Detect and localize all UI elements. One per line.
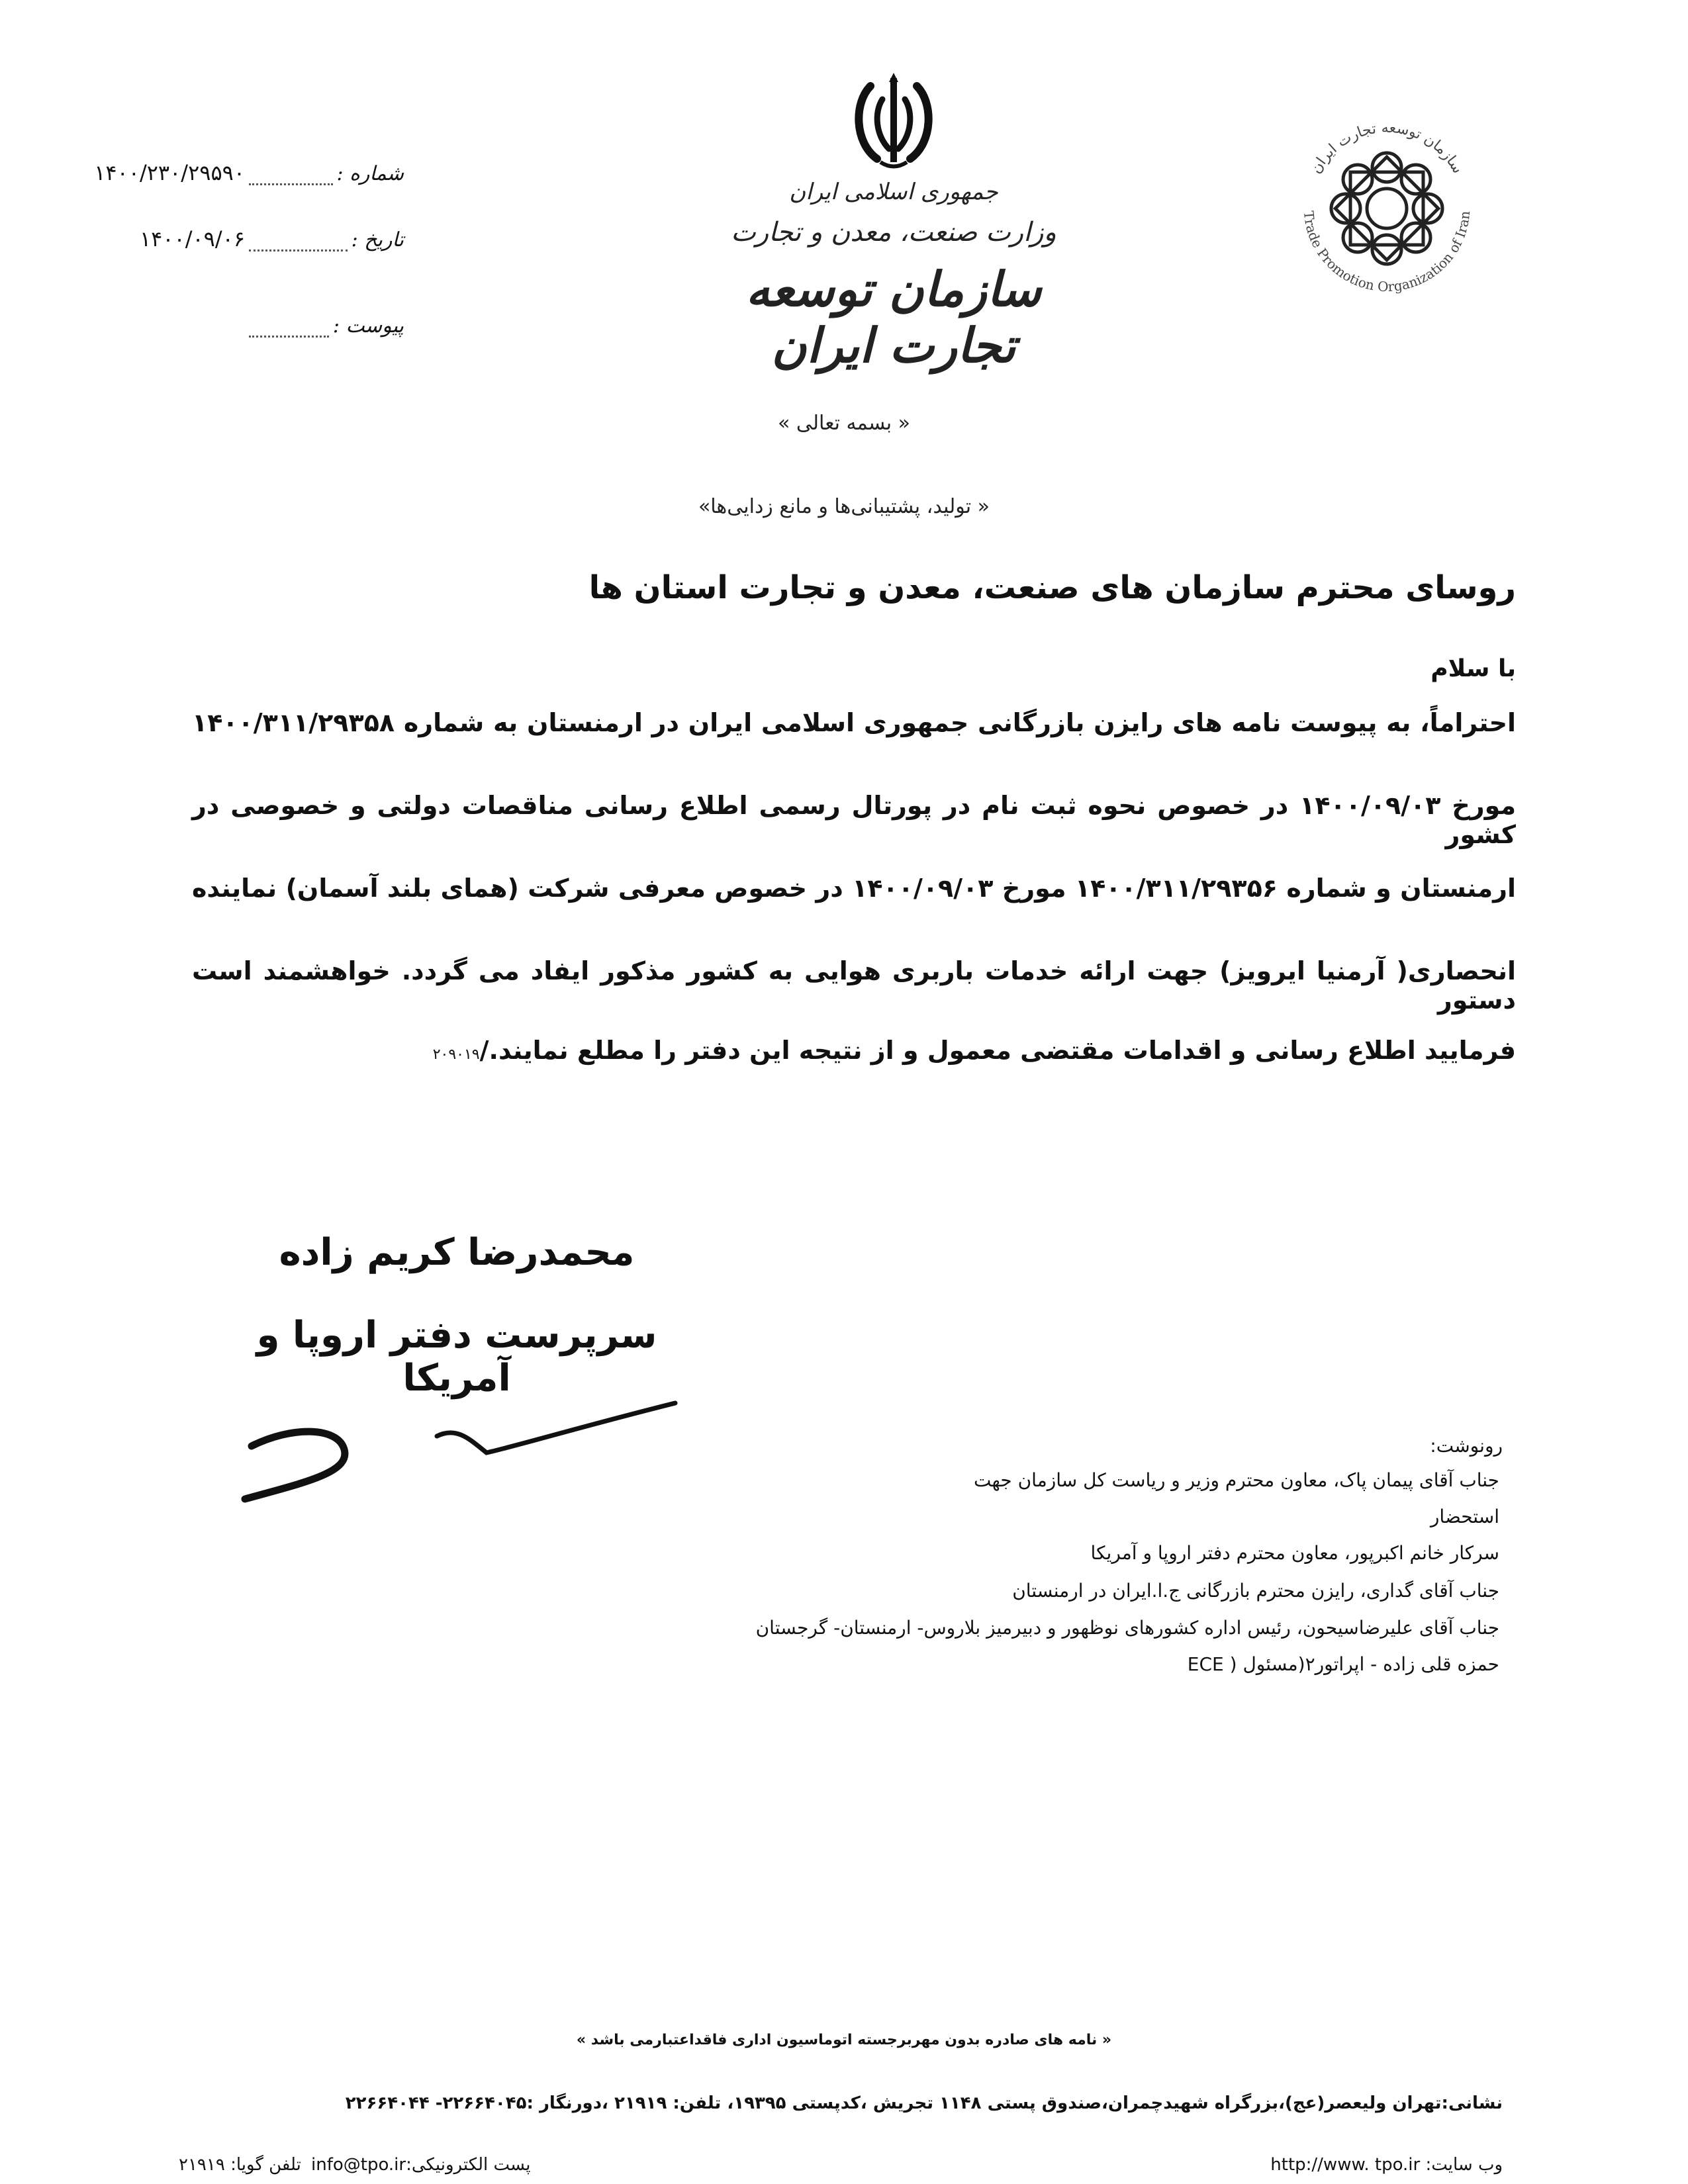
dotted-line — [249, 232, 348, 251]
cc-item: جناب آقای پیمان پاک، معاون محترم وزیر و ریاست کل سازمان جهت — [974, 1469, 1499, 1491]
footer-website: وب سایت: http://www. tpo.ir — [1270, 2155, 1503, 2175]
body-line-2: مورخ ۱۴۰۰/۰۹/۰۳ در خصوص نحوه ثبت نام در پورتال رسمی اطلاع رسانی مناقصات دولتی و خصوصی در کشور — [192, 791, 1517, 849]
letter-date-row — [46, 225, 404, 251]
footer-email: پست الکترونیکی:info@tpo.ir — [311, 2155, 531, 2175]
footer-address: نشانی:تهران ولیعصر(عج)،بزرگراه شهیدچمران،صندوق پستی ۱۱۴۸ تجریش ،کدپستی ۱۹۳۹۵، تلفن: ۲۱۹۱۹ ،دورنگار :۲۲۶۶۴۰۴۵- ۲۲۶۶۴۰۴۴ — [345, 2093, 1503, 2113]
cc-heading: رونوشت: — [1430, 1435, 1503, 1457]
cc-item: جناب آقای علیرضاسیحون، رئیس اداره کشورهای نوظهور و دبیرمیز بلاروس- ارمنستان- گرجستان — [755, 1617, 1499, 1639]
svg-text:Trade Promotion Organization o: Trade Promotion Organization of Iran — [1300, 210, 1474, 295]
header-organization: سازمان توسعه تجارت ایران — [745, 261, 1042, 373]
letter-attachment-label: پیوست : — [332, 314, 404, 338]
dotted-line — [249, 318, 329, 338]
cc-item: جناب آقای گداری، رایزن محترم بازرگانی ج.ا.ایران در ارمنستان — [1012, 1580, 1499, 1602]
body-reference-number: ۲۰۹۰۱۹ — [432, 1046, 480, 1063]
bismillah: « بسمه تعالی » — [778, 412, 910, 435]
greeting: با سلام — [1430, 655, 1516, 682]
body-line-1: احتراماً، به پیوست نامه های رایزن بازرگانی جمهوری اسلامی ایران در ارمنستان به شماره ۱۴۰۰/۳۱۱/۲۹۳۵۸ — [192, 708, 1516, 737]
letter-attachment-row — [46, 311, 404, 338]
body-line-4: انحصاری( آرمنیا ایرویز) جهت ارائه خدمات باربری هوایی به کشور مذکور ایفاد می گردد. خواهشمند است دستور — [192, 956, 1516, 1015]
dotted-line — [249, 166, 333, 185]
body-line-5-text: فرمایید اطلاع رسانی و اقدامات مقتضی معمول و از نتیجه این دفتر را مطلع نمایند./ — [479, 1036, 1516, 1065]
letter-date-value: ۱۴۰۰/۰۹/۰۶ — [139, 226, 245, 251]
recipient-heading: روسای محترم سازمان های صنعت، معدن و تجارت استان ها — [588, 569, 1516, 606]
cc-item: حمزه قلی زاده - اپراتور۲(مسئول ( ECE — [1187, 1653, 1499, 1675]
header-country: جمهوری اسلامی ایران — [789, 179, 998, 205]
iran-emblem-icon — [851, 73, 937, 172]
signatory-name: محمدرضا کریم زاده — [279, 1231, 635, 1274]
tpo-logo-icon — [1284, 106, 1489, 311]
letter-date-label: تاریخ : — [351, 228, 404, 251]
cc-item: سرکار خانم اکبرپور، معاون محترم دفتر اروپا و آمریکا — [1090, 1542, 1499, 1564]
body-line-3: ارمنستان و شماره ۱۴۰۰/۳۱۱/۲۹۳۵۶ مورخ ۱۴۰۰/۰۹/۰۳ در خصوص معرفی شرکت (همای بلند آسمان) نماینده — [192, 874, 1516, 903]
letter-number-row — [46, 159, 404, 185]
slogan: « تولید، پشتیبانی‌ها و مانع زدایی‌ها» — [698, 495, 990, 518]
letterhead — [722, 73, 1066, 373]
footer-phone: تلفن گویا: ۲۱۹۱۹ — [179, 2155, 301, 2175]
cc-item: استحضار — [1430, 1506, 1499, 1527]
handwritten-signature-icon — [238, 1400, 688, 1506]
header-ministry: وزارت صنعت، معدن و تجارت — [731, 217, 1056, 248]
letter-number-value: ۱۴۰۰/۲۳۰/۲۹۵۹۰ — [94, 160, 245, 185]
signatory-title: سرپرست دفتر اروپا و آمریکا — [256, 1314, 657, 1400]
body-line-5 — [192, 1036, 1516, 1065]
letter-number-label: شماره : — [336, 162, 404, 185]
footer-validity-note: « نامه های صادره بدون مهربرجسته اتوماسیون اداری فاقداعتبارمی باشد » — [576, 2032, 1112, 2048]
svg-text:سازمان توسعه تجارت ایران: سازمان توسعه تجارت ایران — [1307, 119, 1466, 177]
